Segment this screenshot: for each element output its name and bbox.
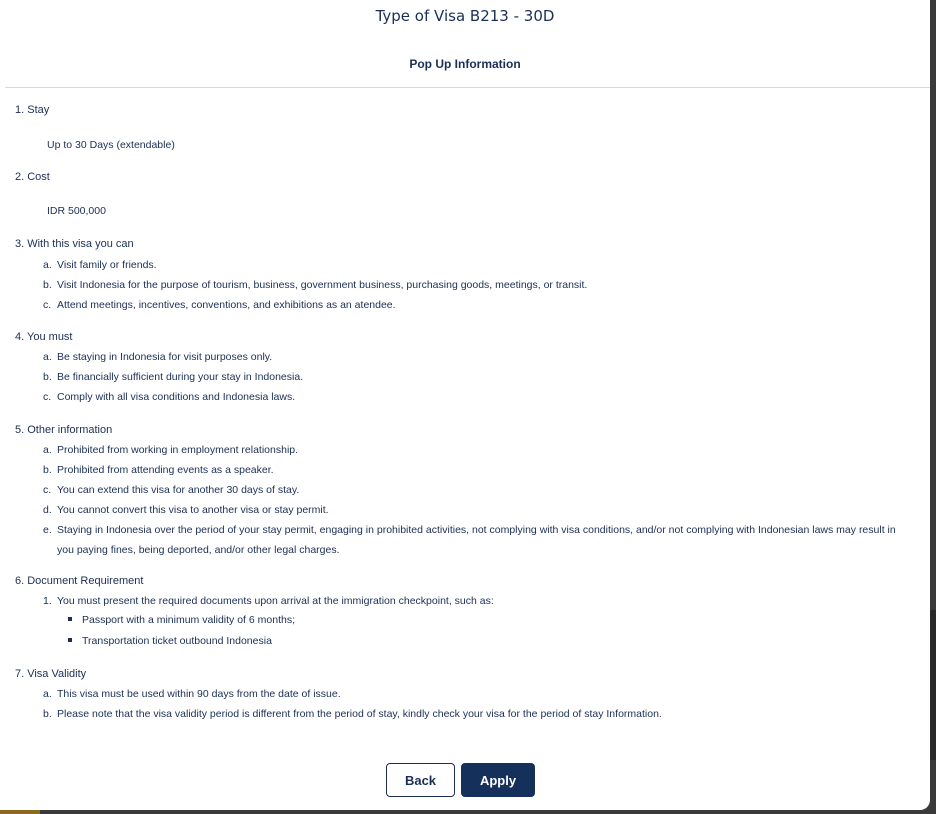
list-item: c. You can extend this visa for another 30 days of stay. [43,484,300,496]
section-cost-text: IDR 500,000 [47,205,106,217]
list-item: a. This visa must be used within 90 days from the date of issue. [43,688,341,700]
list-item: e. Staying in Indonesia over the period of your stay permit, engaging in prohibited activities, not complying with visa conditions, and/or not complying with Indonesian laws may result in you paying fines, being deported, and/or other legal charges. [43,524,896,556]
list-item: 1. You must present the required documents upon arrival at the immigration checkpoint, such as: [43,595,494,607]
list-item: c. Attend meetings, incentives, conventions, and exhibitions as an atendee. [43,299,396,311]
list-item: a. Be staying in Indonesia for visit purposes only. [43,351,273,363]
background-corner [0,810,40,814]
list-item: b. Visit Indonesia for the purpose of tourism, business, government business, purchasing goods, meetings, or transit. [43,279,588,291]
list-item: b. Be financially sufficient during your stay in Indonesia. [43,371,304,383]
modal-title: Type of Visa B213 - 30D [375,7,555,25]
section-cost-heading: 2. Cost [15,171,50,183]
list-item: a. Visit family or friends. [43,259,157,271]
bullet-icon [68,638,72,642]
section-stay-text: Up to 30 Days (extendable) [47,139,175,151]
header-divider [5,87,930,88]
section-other-heading: 5. Other information [15,424,113,436]
section-stay-heading: 1. Stay [15,104,50,116]
list-item: b. Please note that the visa validity period is different from the period of stay, kindly check your visa for the period of stay Information. [43,708,662,720]
modal-subtitle: Pop Up Information [409,57,521,71]
section-validity-heading: 7. Visa Validity [15,668,87,680]
apply-button[interactable]: Apply [461,763,535,797]
list-item: b. Prohibited from attending events as a speaker. [43,464,274,476]
list-item: a. Prohibited from working in employment relationship. [43,444,299,456]
section-must-heading: 4. You must [15,331,73,343]
list-item: c. Comply with all visa conditions and Indonesia laws. [43,391,296,403]
section-docs-heading: 6. Document Requirement [15,575,144,587]
bullet-icon [68,617,72,621]
bullet-item: Transportation ticket outbound Indonesia [68,635,272,647]
bullet-item: Passport with a minimum validity of 6 months; [68,614,295,626]
section-can-heading: 3. With this visa you can [15,238,134,250]
list-item: d. You cannot convert this visa to another visa or stay permit. [43,504,329,516]
background-edge [930,610,936,760]
back-button[interactable]: Back [386,763,455,797]
